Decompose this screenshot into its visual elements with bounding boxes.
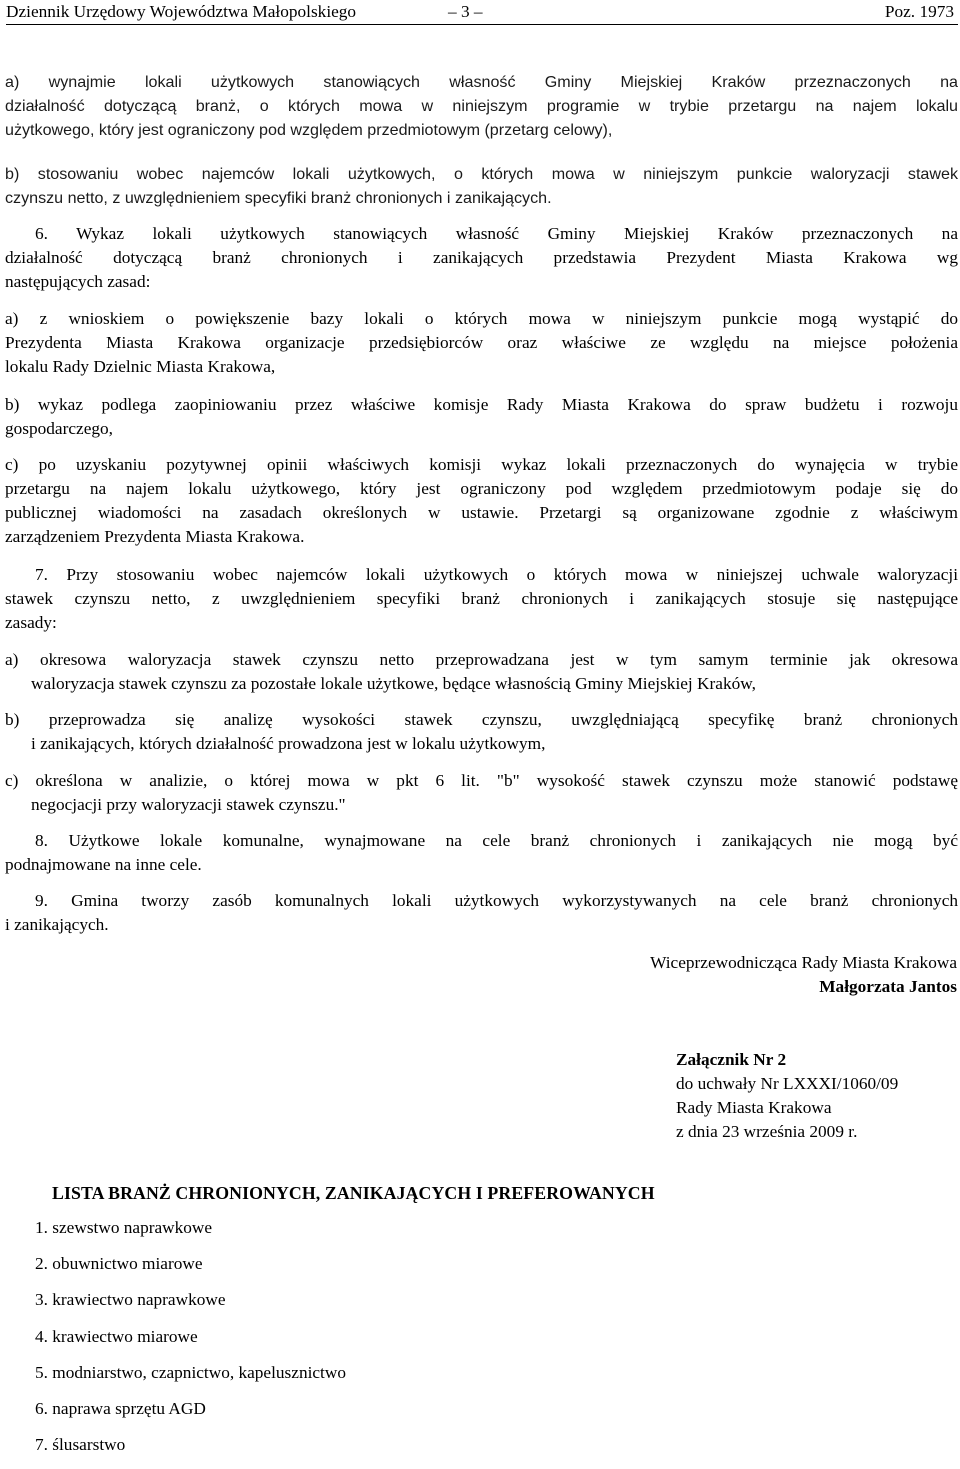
text-line: podnajmowane na inne cele.	[5, 855, 202, 874]
paragraph-7c	[5, 769, 958, 817]
paragraph-6b	[5, 393, 958, 441]
paragraph-9	[5, 889, 958, 937]
attachment-resolution: do uchwały Nr LXXXI/1060/09	[676, 1074, 899, 1093]
text-line: użytkowego, który jest ograniczony pod względem przedmiotowym (przetarg celowy),	[5, 121, 613, 139]
list-item: 1. szewstwo naprawkowe	[35, 1218, 213, 1237]
text-line: stawek czynszu netto, z uwzględnieniem specyfiki branż chronionych i zanikających stosuje się następujące	[5, 589, 958, 608]
text-line: i zanikających, których działalność prowadzona jest w lokalu użytkowym,	[31, 734, 546, 753]
text-line: Prezydenta Miasta Krakowa organizacje przedsiębiorców oraz właściwe ze względu na miejsce położenia	[5, 333, 958, 352]
paragraph-7	[5, 563, 958, 635]
industry-list	[35, 1216, 346, 1469]
attachment-date: z dnia 23 września 2009 r.	[676, 1122, 858, 1141]
text-line: b) stosowaniu wobec najemców lokali użytkowych, o których mowa w niniejszym punkcie waloryzacji stawek	[5, 165, 958, 183]
text-line: a) wynajmie lokali użytkowych stanowiących własność Gminy Miejskiej Kraków przeznaczonych na	[5, 73, 958, 91]
list-item: 6. naprawa sprzętu AGD	[35, 1398, 206, 1418]
text-line: a) z wnioskiem o powiększenie bazy lokali o których mowa w niniejszym punkcie mogą wystąpić do	[5, 309, 958, 328]
signature-role: Wiceprzewodnicząca Rady Miasta Krakowa	[650, 953, 957, 972]
paragraph-7a	[5, 648, 958, 696]
position-number: Poz. 1973	[884, 2, 954, 21]
attachment-note	[676, 1048, 898, 1144]
list-title: LISTA BRANŻ CHRONIONYCH, ZANIKAJĄCYCH I PREFEROWANYCH	[52, 1183, 655, 1203]
text-line: negocjacji przy waloryzacji stawek czynszu."	[31, 795, 346, 814]
list-item: 4. krawiectwo miarowe	[35, 1326, 198, 1346]
text-line: 7. Przy stosowaniu wobec najemców lokali użytkowych o których mowa w niniejszej uchwale waloryzacji	[35, 565, 958, 584]
header-divider	[6, 24, 958, 25]
text-line: zarządzeniem Prezydenta Miasta Krakowa.	[5, 527, 305, 546]
journal-title: Dziennik Urzędowy Województwa Małopolskiego	[6, 2, 357, 21]
list-item: 7. ślusarstwo	[35, 1435, 126, 1455]
text-line: gospodarczego,	[5, 419, 113, 438]
list-item: 2. obuwnictwo miarowe	[35, 1254, 203, 1274]
text-line: przetargu na najem lokalu użytkowego, który jest ograniczony pod względem przedmiotowym podaje się do	[5, 479, 958, 498]
list-item: 3. krawiectwo naprawkowe	[35, 1290, 226, 1310]
paragraph-b	[5, 162, 958, 210]
text-line: a) okresowa waloryzacja stawek czynszu netto przeprowadzana jest w tym samym terminie jak okresowa	[5, 650, 958, 669]
text-line: działalność dotyczącą branż chronionych i zanikających przedstawia Prezydent Miasta Krakowa wg	[5, 248, 958, 267]
page-header	[6, 0, 956, 23]
text-line: i zanikających.	[5, 915, 109, 934]
paragraph-6c	[5, 453, 958, 549]
paragraph-8	[5, 829, 958, 877]
list-item: 5. modniarstwo, czapnictwo, kapelusznictwo	[35, 1362, 346, 1382]
text-line: c) po uzyskaniu pozytywnej opinii właściwych komisji wykaz lokali przeznaczonych do wynajęcia w trybie	[5, 455, 958, 474]
text-line: działalność dotyczącą branż, o których mowa w niniejszym programie w trybie przetargu na najem lokalu	[5, 97, 958, 115]
paragraph-7b	[5, 708, 958, 756]
text-line: b) wykaz podlega zaopiniowaniu przez właściwe komisje Rady Miasta Krakowa do spraw budżetu i rozwoju	[5, 395, 958, 414]
attachment-council: Rady Miasta Krakowa	[676, 1098, 832, 1117]
paragraph-6	[5, 222, 958, 294]
text-line: 9. Gmina tworzy zasób komunalnych lokali użytkowych wykorzystywanych na cele branż chronionych	[35, 891, 958, 910]
page-number: – 3 –	[448, 2, 483, 21]
text-line: 8. Użytkowe lokale komunalne, wynajmowane na cele branż chronionych i zanikających nie mogą być	[35, 831, 958, 850]
text-line: czynszu netto, z uwzględnieniem specyfiki branż chronionych i zanikających.	[5, 189, 552, 207]
text-line: następujących zasad:	[5, 272, 151, 291]
text-line: waloryzacja stawek czynszu za pozostałe lokale użytkowe, będące własnością Gminy Miejskiej Kraków,	[31, 674, 756, 693]
signature-name: Małgorzata Jantos	[819, 977, 957, 996]
paragraph-6a	[5, 307, 958, 379]
paragraph-a	[5, 70, 958, 142]
text-line: c) określona w analizie, o której mowa w pkt 6 lit. "b" wysokość stawek czynszu może stanowić podstawę	[5, 771, 958, 790]
attachment-title: Załącznik Nr 2	[676, 1050, 787, 1069]
text-line: publicznej wiadomości na zasadach określonych w ustawie. Przetargi są organizowane zgodnie z właściwym	[5, 503, 958, 522]
text-line: 6. Wykaz lokali użytkowych stanowiących własność Gminy Miejskiej Kraków przeznaczonych na	[35, 224, 958, 243]
text-line: b) przeprowadza się analizę wysokości stawek czynszu, uwzględniającą specyfikę branż chronionych	[5, 710, 958, 729]
text-line: zasady:	[5, 613, 57, 632]
text-line: lokalu Rady Dzielnic Miasta Krakowa,	[5, 357, 276, 376]
